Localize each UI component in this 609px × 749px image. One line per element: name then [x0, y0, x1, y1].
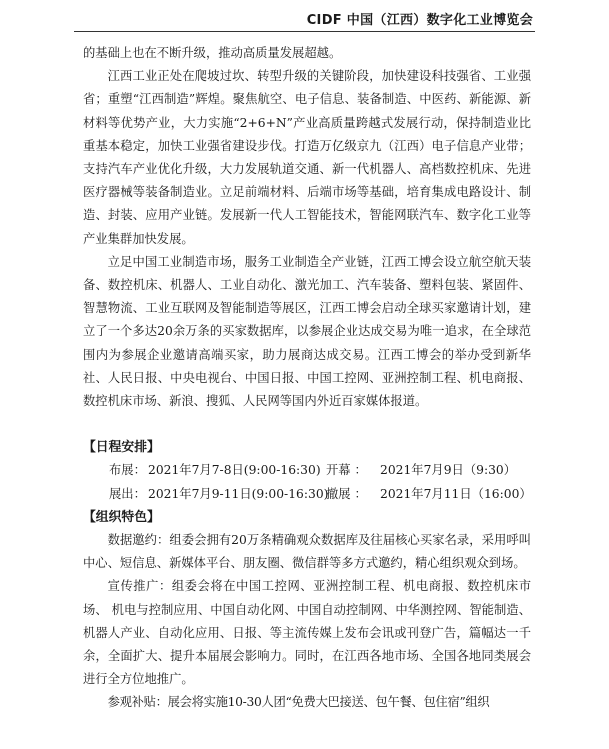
setup-label: 布展： — [109, 463, 146, 478]
market-paragraph: 立足中国工业制造市场，服务工业制造全产业链，江西工博会设立航空航天装备、数控机床、机器人、工业自动化、激光加工、汽车装备、塑料包装、紧固件、智慧物流、工业互联网及智能制造等展区，江西工博会启动全球买家邀请计划，建立了一个多达20余万条的买家数据库，以参展企业达成交易为唯一追求，在全球范围内为参展企业邀请高端买家，助力展商达成交易。江西工博会的举办受到新华社、人民日报、中央电视台、中国日报、中国工控网、亚洲控制工程、机电商报、数控机床市场、新浪、搜狐、人民网等国内外近百家媒体报道。 — [83, 254, 531, 409]
exhibition-value: 2021年7月9-11日(9:00-16:30) — [148, 486, 329, 501]
schedule-row-exhibition — [83, 483, 531, 506]
header-divider — [74, 31, 535, 32]
header-title: CIDF 中国（江西）数字化工业博览会 — [306, 13, 533, 28]
intro-paragraph-continuation: 的基础上也在不断升级，推动高质量发展超越。 — [83, 46, 342, 60]
teardown-label: 撤展 ： — [326, 486, 367, 501]
industry-paragraph: 江西工业正处在爬坡过坎、转型升级的关键阶段，加快建设科技强省、工业强省；重塑“江西制造”辉煌。聚焦航空、电子信息、装备制造、中医药、新能源、新材料等优势产业，大力实施“2+6+N”产业高质量跨越式发展行动，保持制造业比重基本稳定，加快工业强省建设步伐。打造万亿级京九（江西）电子信息产业带；支持汽车产业优化升级，大力发展轨道交通、新一代机器人、高档数控机床、先进医疗器械等装备制造业。立足前端材料、后端市场等基础，培育集成电路设计、制造、封装、应用产业链。发展新一代人工智能技术，智能网联汽车、数字化工业等产业集群加快发展。 — [83, 69, 531, 246]
schedule-row-setup — [83, 459, 531, 482]
teardown-value: 2021年7月11日（16:00） — [380, 486, 532, 501]
promotion-paragraph: 宣传推广：组委会将在中国工控网、亚洲控制工程、机电商报、数控机床市场、 机电与控制应用、中国自动化网、中国自动控制网、中华测控网、智能制造、机器人产业、自动化应用、日报、等主流传媒上发布会讯或刊登广告，篇幅达一千余，全面扩大、提升本届展会影响力。同时，在江西各地市场、全国各地同类展会进行全方位地推广。 — [83, 579, 531, 687]
opening-label: 开幕 ： — [326, 463, 367, 478]
document-body — [83, 42, 531, 715]
setup-value: 2021年7月7-8日(9:00-16:30) — [148, 463, 321, 478]
page-header — [0, 0, 609, 30]
schedule-heading: 【日程安排】 — [83, 440, 160, 456]
opening-value: 2021年7月9日（9:30） — [380, 463, 517, 478]
exhibition-label: 展出： — [109, 486, 146, 501]
section-gap — [83, 413, 531, 436]
data-invitation-paragraph: 数据邀约：组委会拥有20万条精确观众数据库及往届核心买家名录，采用呼叫中心、短信息、新媒体平台、朋友圈、微信群等多方式邀约，精心组织观众到场。 — [83, 533, 531, 571]
visit-subsidy-paragraph: 参观补贴：展会将实施10-30人团“免费大巴接送、包午餐、包住宿”组织 — [107, 695, 490, 710]
features-heading: 【组织特色】 — [83, 509, 160, 525]
